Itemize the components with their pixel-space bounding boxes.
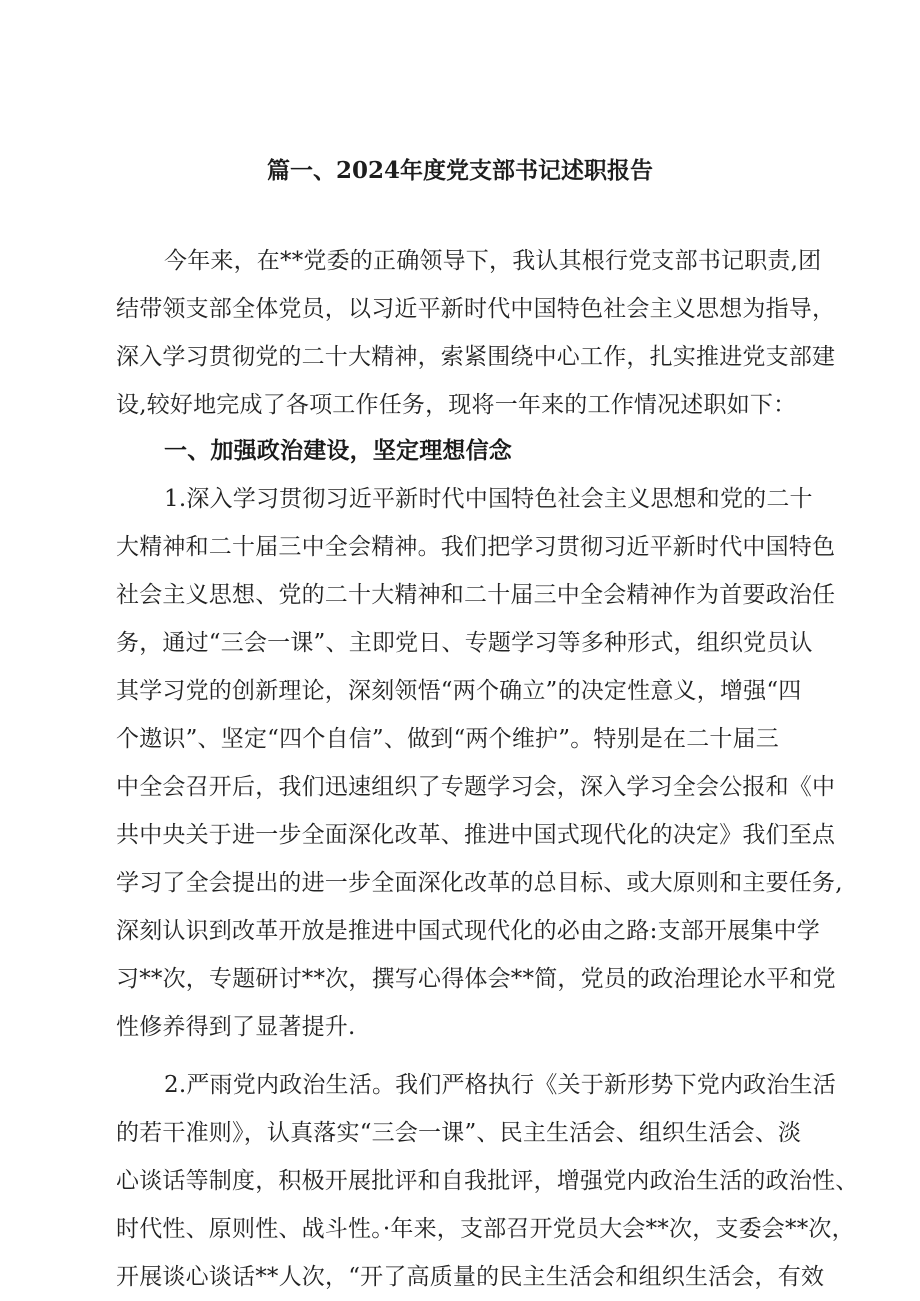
item-2-line-3: 心谈话等制度，积极开展批评和自我批评，增强党内政治生活的政治性、 [116, 1168, 859, 1194]
section-1-heading: 一、加强政治建设，坚定理想信念 [164, 438, 512, 464]
item-1-line-1: 1.深入学习贯彻习近平新时代中国特色社会主义思想和党的二十 [164, 486, 813, 512]
item-1-line-7: 中全会召开后，我们迅速组织了专题学习会，深入学习全会公报和《中 [116, 774, 836, 800]
intro-line-3: 深入学习贯彻党的二十大精神，索紧围绕中心工作，扎实推进党支部建 [116, 344, 836, 370]
intro-line-1: 今年来，在**党委的正确领导下，我认其根行党支部书记职责,团 [164, 248, 822, 274]
item-1-line-4: 务，通过“三会一课”、主即党日、专题学习等多种形式，组织党员认 [116, 630, 813, 656]
item-1-line-2: 大精神和二十届三中全会精神。我们把学习贯彻习近平新时代中国特色 [116, 534, 836, 560]
item-1-line-12: 性修养得到了显著提升. [116, 1014, 356, 1040]
item-1-line-3: 社会主义思想、党的二十大精神和二十届三中全会精神作为首要政治任 [116, 582, 836, 608]
intro-line-4: 设,较好地完成了各项工作任务，现将一年来的工作情况述职如下： [116, 392, 797, 418]
item-1-line-10: 深刻认识到改革开放是推进中国式现代化的必由之路:支部开展集中学 [116, 918, 820, 944]
item-1-line-11: 习**次，专题研讨**次，撰写心得体会**简，党员的政治理论水平和党 [116, 966, 836, 992]
item-1-line-5: 其学习党的创新理论，深刻领悟“两个确立”的决定性意义，增强“四 [116, 678, 802, 704]
item-1-line-8: 共中央关于进一步全面深化改革、推进中国式现代化的决定》我们至点 [116, 822, 836, 848]
item-2-line-1: 2.严雨党内政治生活。我们严格执行《关于新形势下党内政治生活 [164, 1072, 836, 1098]
item-2-line-5: 开展谈心谈话**人次，“开了高质量的民主生活会和组织生活会，有效 [116, 1264, 825, 1290]
item-1-line-9: 学习了全会提出的进一步全面深化改革的总目标、或大原则和主要任务, [116, 870, 843, 896]
item-2-line-2: 的若干准则》，认真落实“三会一课”、民主生活会、组织生活会、淡 [116, 1120, 802, 1146]
intro-line-2: 结带领支部全体党员，以习近平新时代中国特色社会主义思想为指导， [116, 296, 836, 322]
document-title: 篇一、2024年度党支部书记述职报告 [266, 157, 653, 184]
item-1-line-6: 个遨识”、坚定“四个自信”、做到“两个维护”。特别是在二十届三 [116, 726, 779, 752]
item-2-line-4: 时代性、原则性、战斗性。·年来，支部召开党员大会**次，支委会**次， [116, 1216, 855, 1242]
